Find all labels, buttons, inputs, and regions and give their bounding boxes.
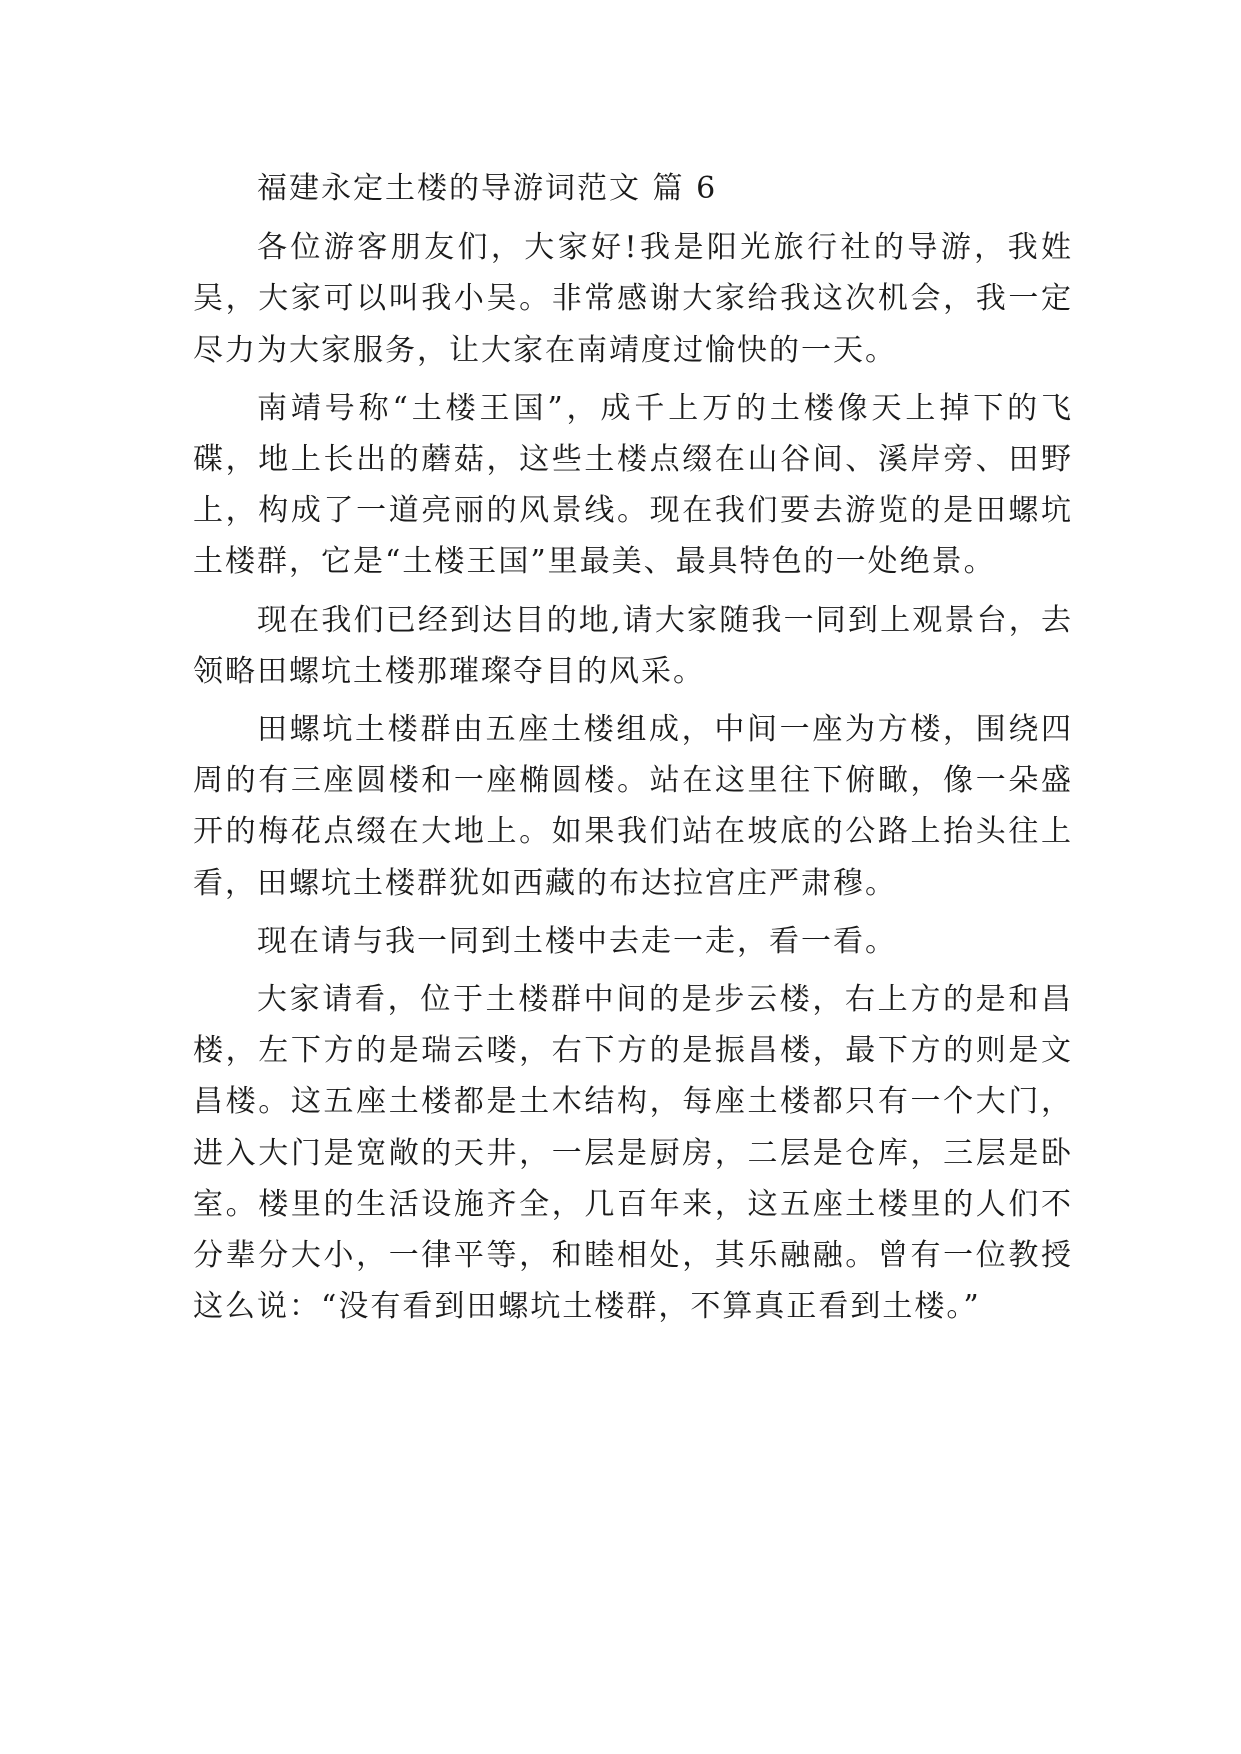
paragraph-greeting: 各位游客朋友们，大家好!我是阳光旅行社的导游，我姓吴，大家可以叫我小吴。非常感谢大家给我这次机会，我一定尽力为大家服务，让大家在南靖度过愉快的一天。 <box>193 230 1073 368</box>
document-title: 福建永定土楼的导游词范文 篇 6 <box>257 171 718 206</box>
paragraph-walk-invite: 现在请与我一同到土楼中去走一走，看一看。 <box>257 923 897 959</box>
paragraph-tianluokeng-overview: 田螺坑土楼群由五座土楼组成，中间一座为方楼，围绕四周的有三座圆楼和一座椭圆楼。站在这里往下俯瞰，像一朵盛开的梅花点缀在大地上。如果我们站在坡底的公路上抬头往上看，田螺坑土楼群犹如西藏的布达拉宫庄严肃穆。 <box>193 712 1073 901</box>
document-body <box>193 163 1073 1339</box>
paragraph-arrival: 现在我们已经到达目的地,请大家随我一同到上观景台，去领略田螺坑土楼那璀璨夺目的风采。 <box>193 602 1073 689</box>
paragraph-five-buildings: 大家请看，位于土楼群中间的是步云楼，右上方的是和昌楼，左下方的是瑞云喽，右下方的是振昌楼，最下方的则是文昌楼。这五座土楼都是土木结构，每座土楼都只有一个大门，进入大门是宽敞的天井，一层是厨房，二层是仓库，三层是卧室。楼里的生活设施齐全，几百年来，这五座土楼里的人们不分辈分大小，一律平等，和睦相处，其乐融融。曾有一位教授这么说：“没有看到田螺坑土楼群，不算真正看到土楼。” <box>193 982 1073 1325</box>
paragraph-tulou-kingdom: 南靖号称“土楼王国”，成千上万的土楼像天上掉下的飞碟，地上长出的蘑菇，这些土楼点缀在山谷间、溪岸旁、田野上，构成了一道亮丽的风景线。现在我们要去游览的是田螺坑土楼群，它是“土楼王国”里最美、最具特色的一处绝景。 <box>193 390 1073 580</box>
